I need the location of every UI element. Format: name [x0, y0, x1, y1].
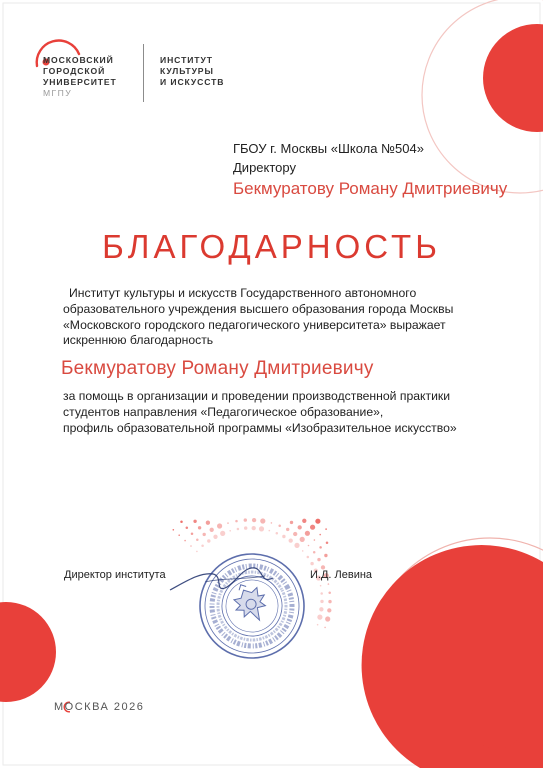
- pattern-dot: [320, 600, 323, 603]
- pattern-dot: [328, 592, 331, 595]
- pattern-dot: [190, 545, 192, 547]
- pattern-dot: [302, 519, 306, 523]
- pattern-dot: [184, 540, 186, 542]
- pattern-dot: [286, 528, 289, 531]
- pattern-dot: [229, 530, 231, 532]
- pattern-dot: [313, 551, 316, 554]
- pattern-dot: [326, 541, 329, 544]
- intro-line: образовательного учреждения высшего образования города Москвы: [63, 301, 454, 316]
- pattern-dot: [203, 533, 206, 536]
- pattern-dot: [317, 615, 322, 620]
- pattern-dot: [324, 627, 326, 629]
- pattern-dot: [252, 526, 256, 530]
- pattern-dot: [317, 624, 319, 626]
- pattern-dot: [327, 608, 331, 612]
- pattern-dot: [324, 554, 327, 557]
- pattern-dot: [317, 558, 320, 561]
- pattern-dot: [244, 518, 247, 521]
- pattern-dot: [278, 524, 281, 527]
- pattern-dot: [235, 520, 238, 523]
- intro-paragraph: [63, 286, 503, 349]
- university-logo: [29, 34, 269, 104]
- pattern-dot: [227, 522, 229, 524]
- signatory-name: И.Д. Левина: [310, 569, 373, 581]
- pattern-dot: [325, 528, 327, 530]
- pattern-dot: [186, 527, 189, 530]
- pattern-dot: [180, 521, 183, 524]
- reason-line: за помощь в организации и проведении производственной практики: [63, 389, 451, 403]
- pattern-dot: [310, 562, 313, 565]
- intro-line: искреннюю благодарность: [63, 333, 214, 348]
- pattern-dot: [310, 525, 315, 530]
- logo-divider: [143, 44, 144, 102]
- pattern-dot: [320, 592, 323, 595]
- handwritten-signature: [165, 552, 285, 602]
- pattern-dot: [269, 530, 271, 532]
- pattern-dot: [314, 539, 316, 541]
- pattern-dot: [259, 526, 264, 531]
- pattern-dot: [289, 538, 293, 542]
- pattern-dot: [293, 532, 297, 536]
- institute-line: И ИСКУССТВ: [160, 77, 225, 87]
- addressee-block: [233, 139, 533, 201]
- pattern-dot: [217, 523, 222, 528]
- pattern-dot: [210, 528, 214, 532]
- footer-city-year: МОСКВА 2026: [54, 701, 145, 713]
- institute-line: ИНСТИТУТ: [160, 55, 213, 65]
- pattern-dot: [271, 522, 273, 524]
- intro-line: Институт культуры и искусств Государственного автономного: [69, 286, 417, 300]
- logo-line: УНИВЕРСИТЕТ: [43, 77, 117, 87]
- pattern-dot: [319, 534, 321, 536]
- pattern-dot: [328, 600, 331, 603]
- addressee-position: Директору: [233, 160, 296, 175]
- logo-line: ГОРОДСКОЙ: [43, 66, 106, 76]
- university-name: [43, 55, 153, 99]
- pattern-dot: [252, 518, 256, 522]
- pattern-dot: [196, 539, 199, 542]
- pattern-dot: [198, 526, 201, 529]
- pattern-dot: [294, 543, 299, 548]
- reason-paragraph: [63, 389, 503, 436]
- pattern-dot: [290, 521, 293, 524]
- pattern-dot: [319, 607, 323, 611]
- reason-line: профиль образовательной программы «Изобразительное искусство»: [63, 420, 457, 435]
- pattern-dot: [213, 535, 217, 539]
- pattern-dot: [315, 519, 320, 524]
- pattern-dot: [260, 518, 265, 523]
- reason-line: студентов направления «Педагогическое образование»,: [63, 404, 384, 419]
- pattern-dot: [276, 532, 279, 535]
- institute-name: [160, 55, 270, 88]
- pattern-dot: [282, 535, 285, 538]
- addressee-name: Бекмуратову Роману Дмитриевичу: [233, 179, 508, 198]
- signatory-position: Директор института: [64, 569, 166, 581]
- pattern-dot: [237, 528, 240, 531]
- pattern-dot: [201, 545, 204, 548]
- logo-line: МОСКОВСКИЙ: [43, 55, 114, 65]
- pattern-dot: [220, 531, 225, 536]
- pattern-dot: [207, 539, 210, 542]
- intro-line: «Московского городского педагогического университета» выражает: [63, 317, 446, 332]
- recipient-name: Бекмуратову Роману Дмитриевичу: [61, 358, 374, 379]
- pattern-dot: [206, 521, 210, 525]
- pattern-dot: [308, 545, 310, 547]
- pattern-dot: [244, 526, 247, 529]
- pattern-dot: [325, 616, 330, 621]
- pattern-dot: [193, 520, 196, 523]
- pattern-dot: [320, 585, 322, 587]
- logo-abbreviation: МГПУ: [43, 88, 73, 98]
- pattern-dot: [298, 525, 302, 529]
- pattern-dot: [178, 534, 180, 536]
- pattern-dot: [300, 537, 305, 542]
- institute-line: КУЛЬТУРЫ: [160, 66, 214, 76]
- pattern-dot: [328, 583, 330, 585]
- document-title: БЛАГОДАРНОСТЬ: [102, 228, 441, 265]
- pattern-dot: [173, 529, 175, 531]
- pattern-dot: [191, 533, 194, 536]
- pattern-dot: [319, 546, 322, 549]
- addressee-organization: ГБОУ г. Москвы «Школа №504»: [233, 141, 424, 156]
- pattern-dot: [305, 531, 310, 536]
